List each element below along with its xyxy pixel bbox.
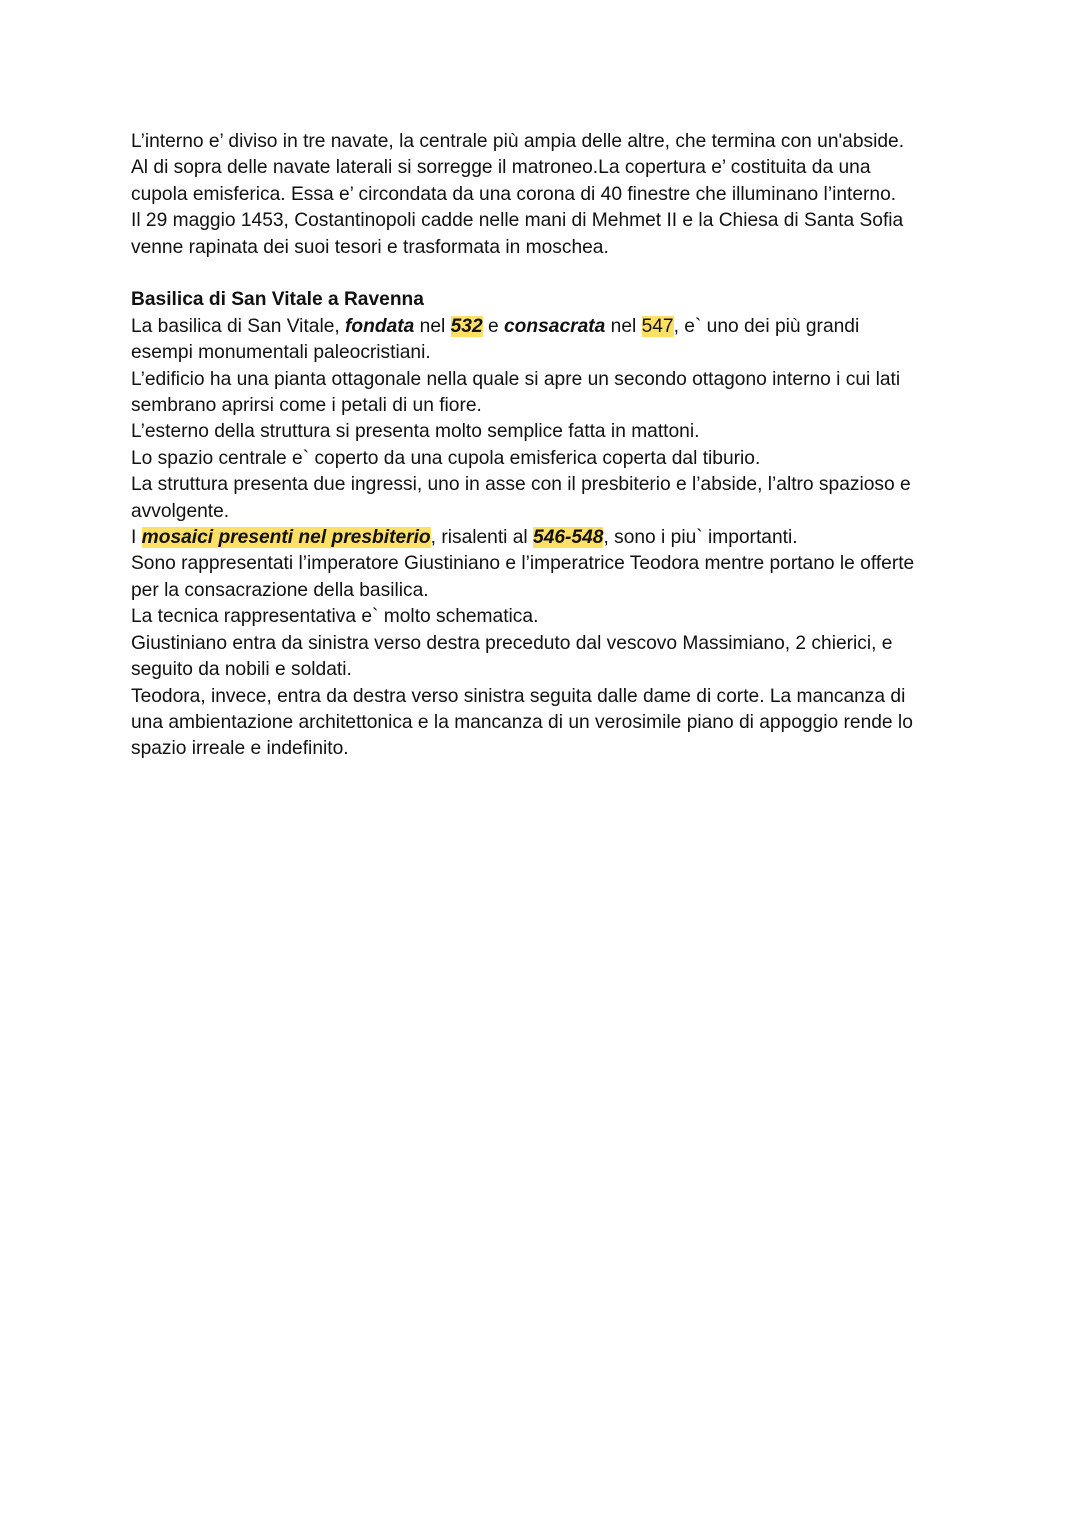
text-line: L’esterno della struttura si presenta molto semplice fatta in mattoni. (131, 421, 700, 443)
text-line: La tecnica rappresentativa e` molto schematica. (131, 606, 539, 628)
text-run: , e` uno dei più grandi (673, 315, 860, 337)
text-line: venne rapinata dei suoi tesori e trasformata in moschea. (131, 236, 609, 258)
text-run: e (482, 315, 504, 337)
text-line-founding (131, 314, 961, 340)
highlight-years-546-548: 546-548 (533, 527, 604, 549)
text-line: L’edificio ha una pianta ottagonale nella quale si apre un secondo ottagono interno i cui lati (131, 368, 901, 390)
text-line: spazio irreale e indefinito. (131, 738, 349, 760)
text-line-mosaici (131, 525, 961, 551)
text-line: L’interno e’ diviso in tre navate, la centrale più ampia delle altre, che termina con un'abside. (131, 131, 905, 152)
text-line: una ambientazione architettonica e la mancanza di un verosimile piano di appoggio rende lo (131, 711, 913, 733)
text-line: cupola emisferica. Essa e’ circondata da una corona di 40 finestre che illuminano l’interno. (131, 183, 897, 205)
text-line: Teodora, invece, entra da destra verso sinistra seguita dalle dame di corte. La mancanza di (131, 685, 906, 707)
text-line: Lo spazio centrale e` coperto da una cupola emisferica coperta dal tiburio. (131, 447, 761, 469)
text-line: Al di sopra delle navate laterali si sorregge il matroneo.La copertura e’ costituita da una (131, 157, 871, 179)
san-vitale-section (131, 287, 961, 762)
emphasis-fondata: fondata (345, 315, 415, 337)
text-line: esempi monumentali paleocristiani. (131, 342, 431, 364)
highlight-mosaici: mosaici presenti nel presbiterio (141, 527, 431, 549)
text-run: La basilica di San Vitale, (131, 315, 346, 337)
intro-paragraph (131, 129, 961, 261)
text-run: , sono i piu` importanti. (603, 527, 798, 549)
text-line: per la consacrazione della basilica. (131, 579, 429, 601)
text-run: I (131, 527, 142, 549)
section-heading: Basilica di San Vitale a Ravenna (131, 289, 424, 311)
highlight-year-547: 547 (641, 315, 674, 337)
text-line: Giustiniano entra da sinistra verso destra preceduto dal vescovo Massimiano, 2 chierici, e (131, 632, 893, 654)
text-run: , risalenti al (430, 527, 534, 549)
document-page (131, 129, 961, 763)
text-line: La struttura presenta due ingressi, uno in asse con il presbiterio e l’abside, l’altro spazioso e (131, 474, 911, 496)
paragraph-spacer (131, 261, 961, 287)
text-line: avvolgente. (131, 500, 230, 522)
text-line: Il 29 maggio 1453, Costantinopoli cadde nelle mani di Mehmet II e la Chiesa di Santa Sofia (131, 210, 904, 232)
text-run: nel (605, 315, 642, 337)
text-line: seguito da nobili e soldati. (131, 659, 352, 681)
text-line: sembrano aprirsi come i petali di un fiore. (131, 395, 482, 417)
highlight-year-532: 532 (450, 315, 483, 337)
text-line: Sono rappresentati l’imperatore Giustiniano e l’imperatrice Teodora mentre portano le offerte (131, 553, 915, 575)
emphasis-consacrata: consacrata (503, 315, 606, 337)
text-run: nel (414, 315, 451, 337)
